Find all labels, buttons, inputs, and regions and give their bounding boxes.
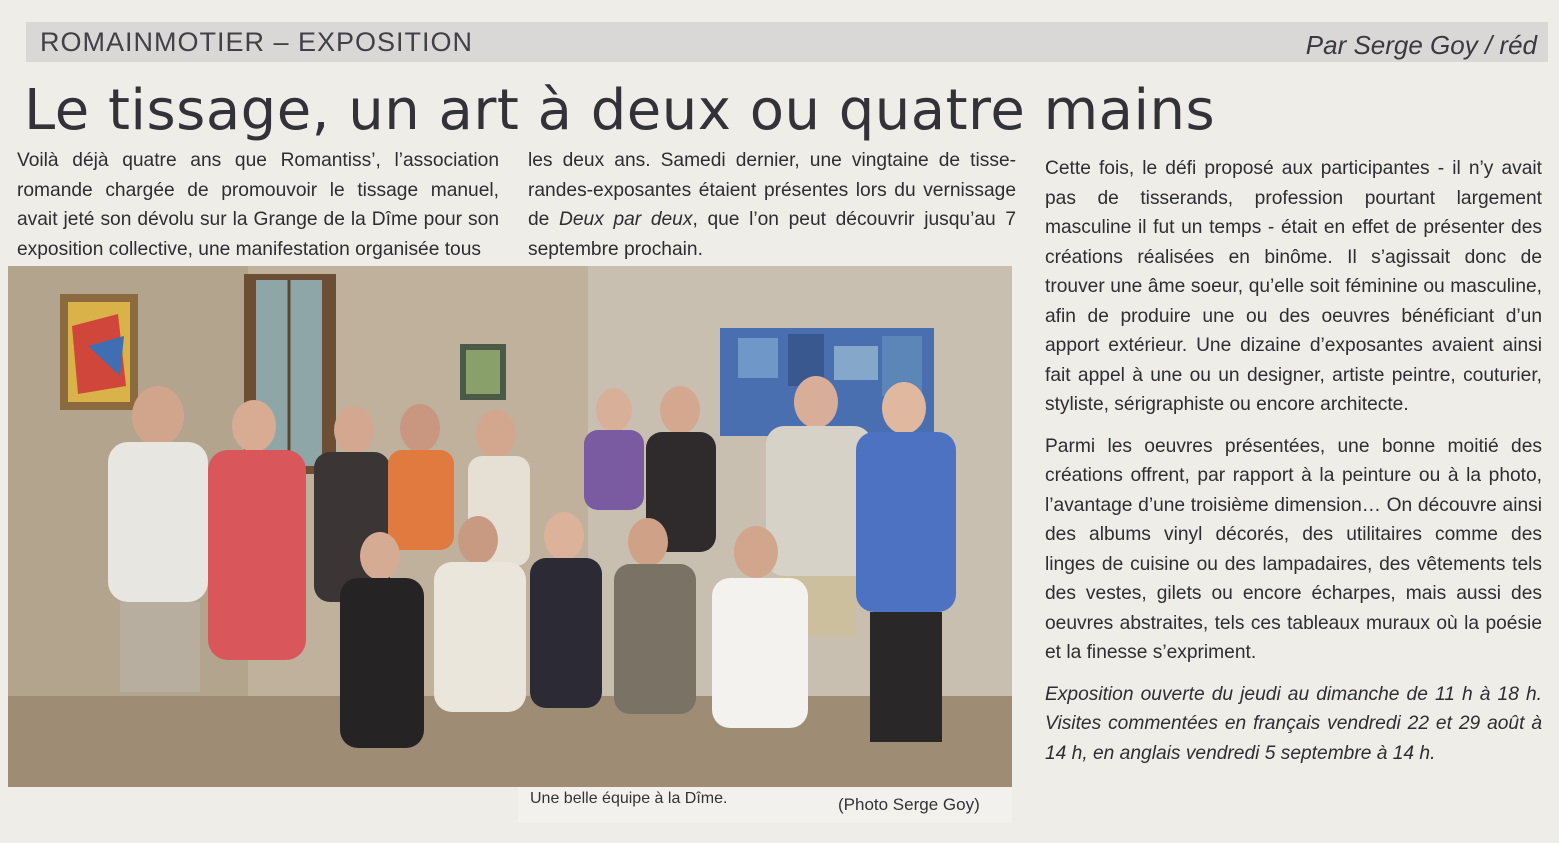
exhibition-info: Exposition ouverte du jeudi au dimanche de 11 h à 18 h. Visites commentées en français vendredi 22 et 29 août à 14 h, en anglais vendredi 5 septembre à 14 h. — [1045, 683, 1542, 764]
group-photo — [8, 266, 1012, 787]
group-photo-illustration — [8, 266, 1012, 787]
exhibition-title: Deux par deux — [559, 209, 693, 230]
article-column-1 — [17, 146, 499, 264]
author-byline: Par Serge Goy / réd — [1305, 30, 1537, 60]
column-2-text — [528, 146, 1016, 264]
photo-caption: Une belle équipe à la Dîme. — [530, 790, 728, 807]
article-column-2 — [528, 146, 1016, 264]
column-1-text: Voilà déjà quatre ans que Romantiss’, l’association romande chargée de promouvoir le tissage manuel, avait jeté son dévolu sur la Grange de la Dîme pour son exposition collective, une manifestation organisée tous — [17, 150, 499, 260]
article-headline: Le tissage, un art à deux ou quatre mains — [24, 78, 1216, 143]
column-3-paragraph-2: Parmi les oeuvres présentées, une bonne moitié des créations offrent, par rapport à la peinture ou à la photo, l’avantage d’une troisième dimension… On découvre ainsi des albums vinyl décorés, des utilitaires comme des linges de cuisine ou des lampadaires, des vêtements tels des vestes, gilets ou encore écharpes, mais aussi des oeuvres abstraites, tels ces tableaux muraux où la poésie et la finesse s’expriment. — [1045, 435, 1542, 663]
section-rubric: ROMAINMOTIER – EXPOSITION — [40, 27, 474, 57]
column-3-paragraph-1: Cette fois, le défi proposé aux participantes - il n’y avait pas de tisserands, profession pourtant largement masculine il fut un temps - était en effet de présenter des créations réalisées en binôme. Il s’agissait donc de trouver une âme soeur, qu’elle soit féminine ou masculine, afin de produire une ou des oeuvres bénéficiant d’un apport extérieur. Une dizaine d’exposantes avaient ainsi fait appel à une ou un designer, artiste peintre, couturier, styliste, sérigraphiste ou encore architecte. — [1045, 158, 1542, 415]
article-column-3 — [1045, 154, 1542, 768]
photo-credit: (Photo Serge Goy) — [838, 795, 980, 814]
column-2-text-b: , que l’on peut découvrir jusqu’au 7 septembre prochain. — [528, 209, 1016, 260]
column-2-text-a: les deux ans. Samedi dernier, une vingtaine de tisse-randes-exposantes étaient présentes lors du vernissage de — [528, 150, 1016, 230]
